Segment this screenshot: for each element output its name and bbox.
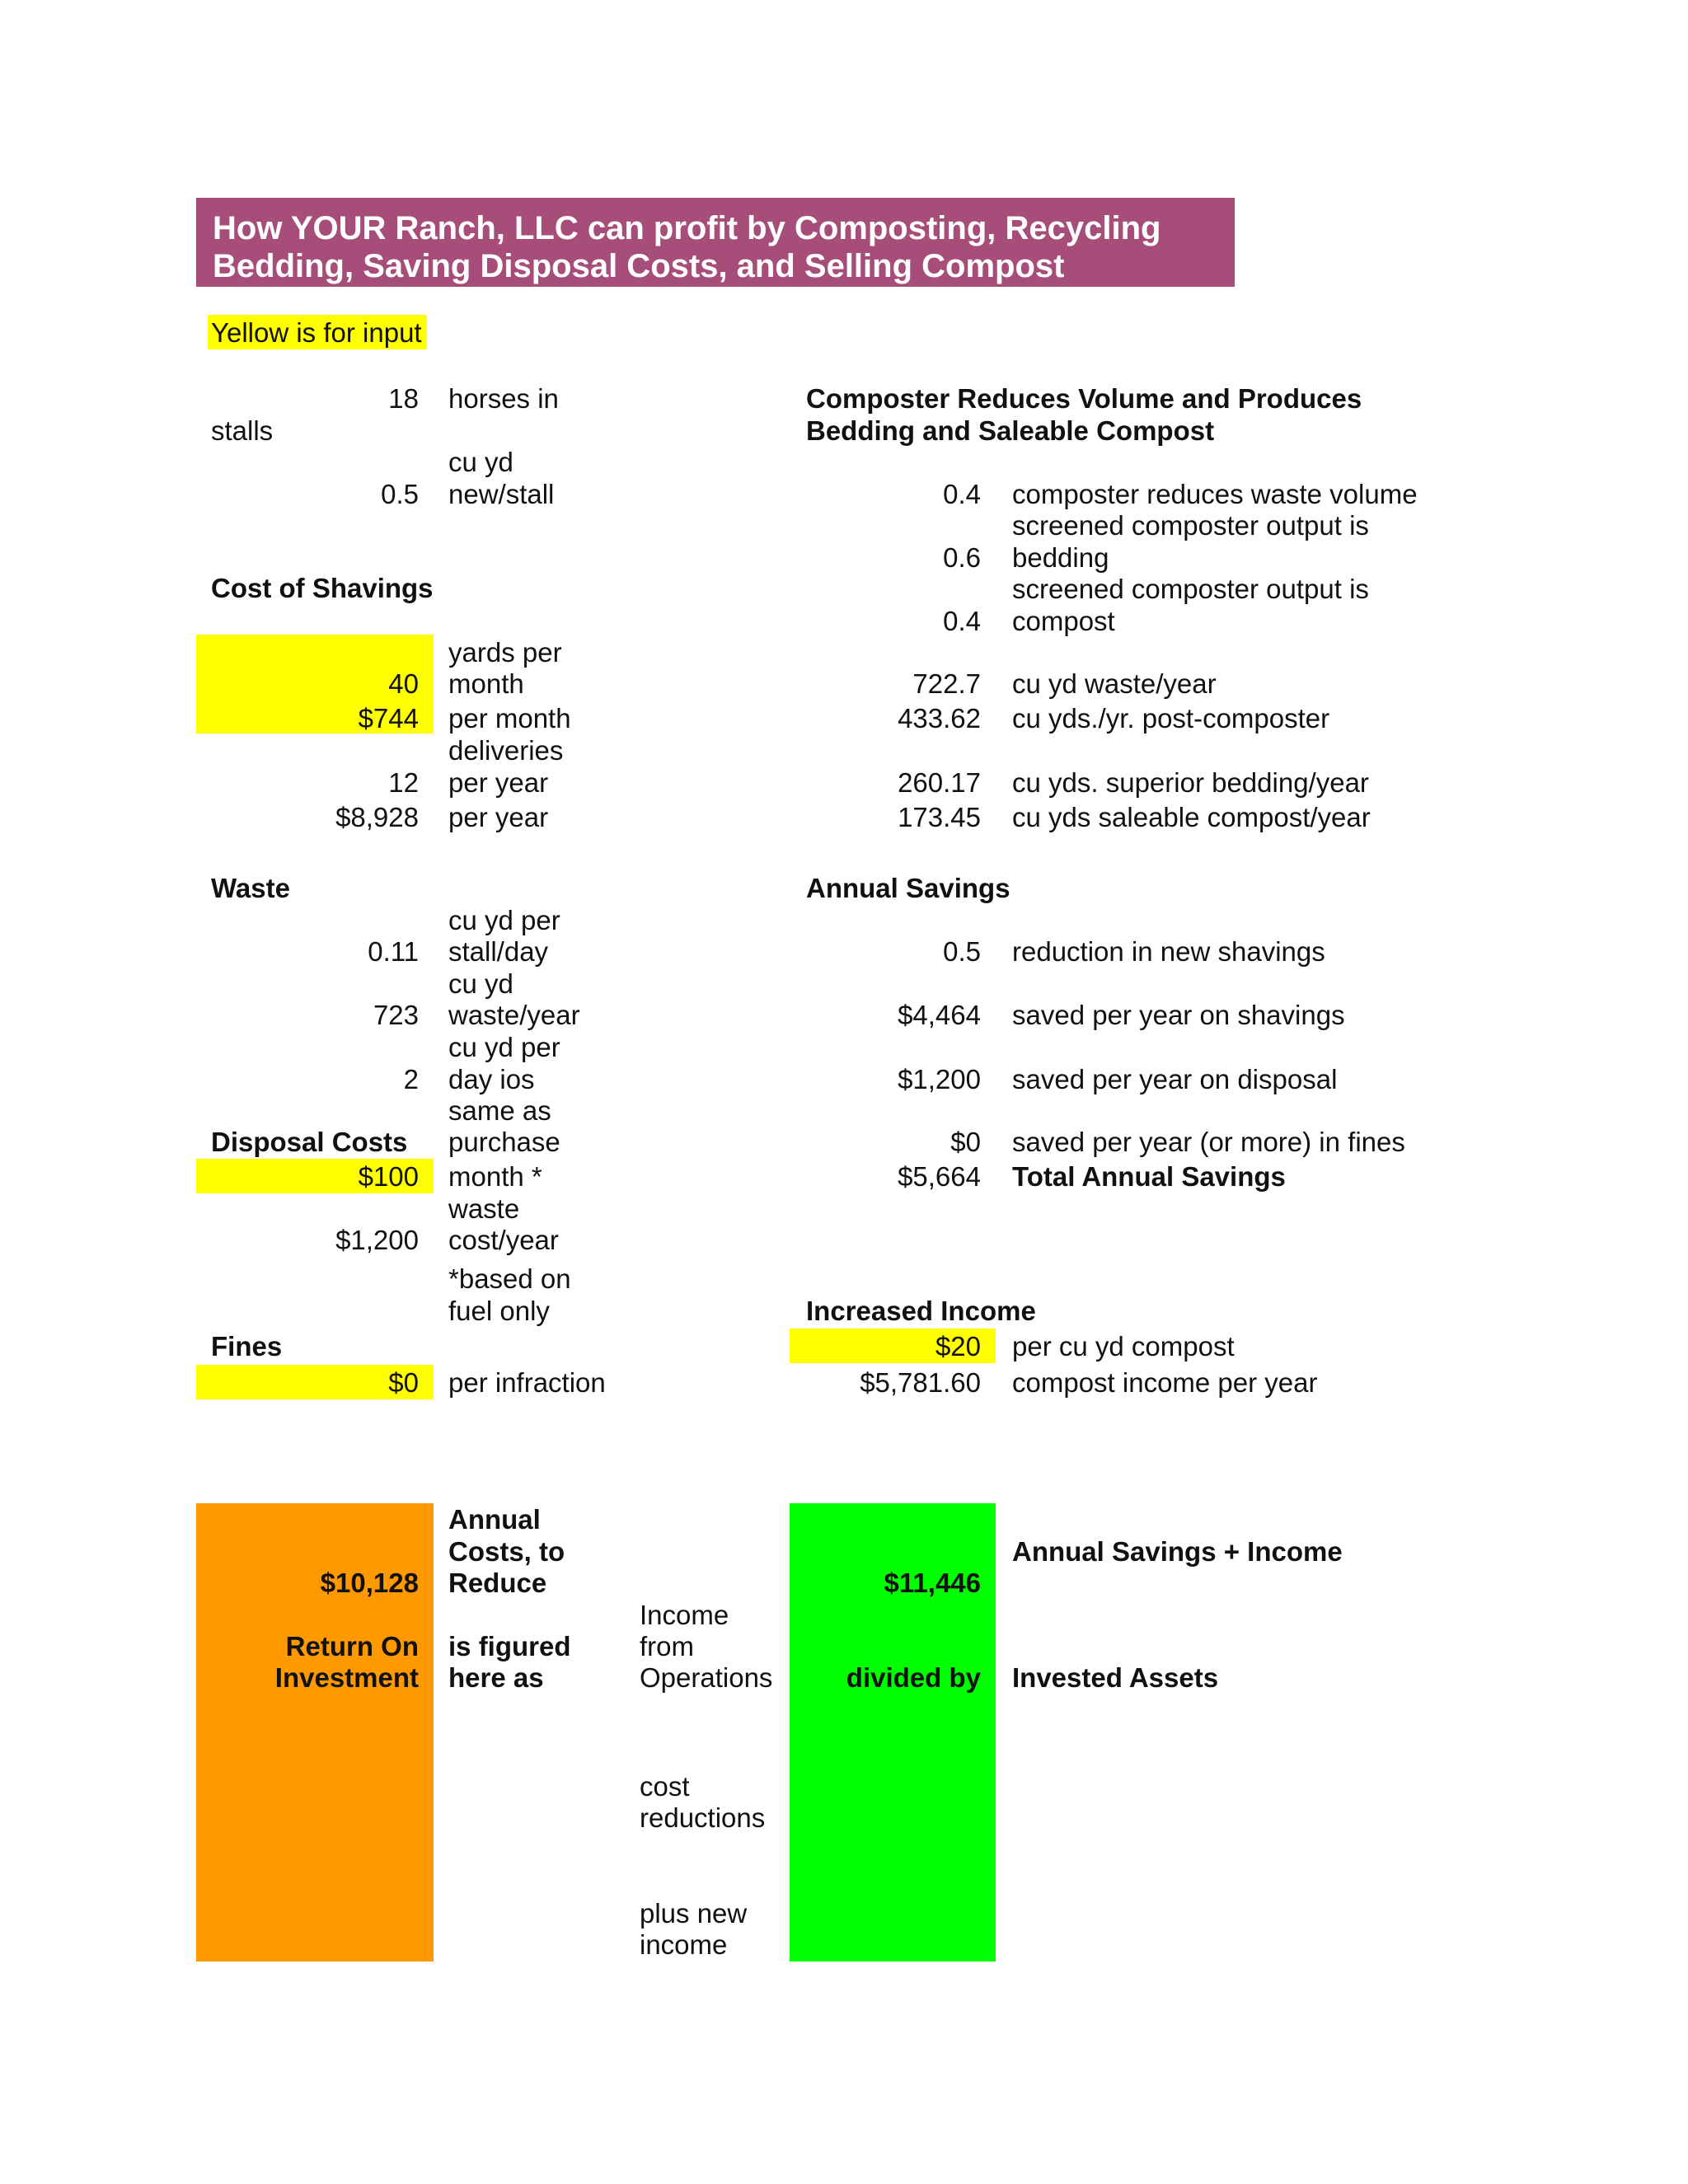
horses-value: 18 (388, 383, 419, 414)
fuel-note-1: *based on (448, 1263, 571, 1294)
compost-value: 0.4 (943, 606, 981, 636)
disposal-note-1: same as (448, 1095, 551, 1126)
saleable-value: 173.45 (898, 802, 981, 832)
composter-heading-1: Composter Reduces Volume and Produces (806, 383, 1362, 414)
waste-year-label-2: waste/year (448, 1000, 580, 1030)
new-stall-label-1: cu yd (448, 447, 513, 477)
reduction-value: 0.5 (943, 936, 981, 967)
divided-by-label: divided by (846, 1662, 981, 1693)
compost-income-label: compost income per year (1012, 1367, 1318, 1398)
waste-year-value: 723 (373, 1000, 419, 1030)
total-savings-label: Total Annual Savings (1012, 1161, 1286, 1192)
shavings-year-label: per year (448, 802, 549, 832)
deliveries-value: 12 (388, 767, 419, 798)
waste-day-label-2: stall/day (448, 936, 549, 967)
page-title: How YOUR Ranch, LLC can profit by Composting, Recycling Bedding, Saving Disposal Costs, and Selling Compost (213, 210, 1161, 284)
legend-text: Yellow is for input (211, 317, 422, 348)
waste-day-label-1: cu yd per (448, 905, 560, 935)
reduce-label: composter reduces waste volume (1012, 479, 1418, 509)
yards-label-1: yards per (448, 637, 562, 668)
compost-income-value: $5,781.60 (860, 1367, 981, 1398)
fines-value[interactable]: $0 (388, 1367, 419, 1398)
bedding-value: 0.6 (943, 542, 981, 573)
deliveries-label-1: deliveries (448, 735, 564, 766)
saved-fines-label: saved per year (or more) in fines (1012, 1127, 1405, 1157)
waste-day-value: 0.11 (368, 936, 419, 967)
compost-label-1: screened composter output is (1012, 574, 1369, 604)
waste-heading: Waste (211, 873, 290, 903)
ios-label-1: cu yd per (448, 1032, 560, 1062)
deliveries-label-2: per year (448, 767, 549, 798)
stalls-label: stalls (211, 415, 274, 446)
per-month-value[interactable]: $744 (358, 703, 419, 733)
ops-label-2: from (640, 1631, 694, 1661)
plus-new-income-2: income (640, 1929, 728, 1960)
fuel-note-2: fuel only (448, 1296, 550, 1326)
costs-label-1: Annual (448, 1504, 541, 1535)
invested-assets-label: Invested Assets (1012, 1662, 1219, 1693)
saved-fines-value: $0 (950, 1127, 981, 1157)
costs-label-2: Costs, to (448, 1536, 565, 1567)
yards-label-2: month (448, 668, 524, 699)
roi-income-value: $11,446 (884, 1568, 981, 1598)
superior-value: 260.17 (898, 767, 981, 798)
post-label: cu yds./yr. post-composter (1012, 703, 1330, 733)
ops-label-3: Operations (640, 1662, 773, 1693)
fines-label: per infraction (448, 1367, 606, 1398)
ops-label-1: Income (640, 1600, 729, 1630)
shavings-heading: Cost of Shavings (211, 573, 434, 603)
yards-value[interactable]: 40 (388, 668, 419, 699)
fines-heading: Fines (211, 1331, 283, 1361)
ios-value: 2 (403, 1064, 419, 1094)
horses-label: horses in (448, 383, 559, 414)
post-value: 433.62 (898, 703, 981, 733)
shavings-year-value: $8,928 (335, 802, 419, 832)
roi-label-1: Return On (285, 1631, 419, 1661)
savings-heading: Annual Savings (806, 873, 1010, 903)
figured-label-1: is figured (448, 1631, 571, 1661)
compost-label-2: compost (1012, 606, 1115, 636)
waste-year-right-label: cu yd waste/year (1012, 668, 1217, 699)
roi-label-2: Investment (274, 1662, 419, 1693)
saved-disposal-label: saved per year on disposal (1012, 1064, 1338, 1094)
saleable-label: cu yds saleable compost/year (1012, 802, 1371, 832)
disposal-year-label-2: cost/year (448, 1225, 559, 1255)
income-heading: Increased Income (806, 1296, 1036, 1326)
plus-new-income-1: plus new (640, 1898, 748, 1929)
cost-reductions-1: cost (640, 1771, 690, 1802)
per-month-label: per month (448, 703, 571, 733)
price-label: per cu yd compost (1012, 1331, 1235, 1361)
total-savings-value: $5,664 (898, 1161, 981, 1192)
bedding-label-1: screened composter output is (1012, 510, 1369, 541)
costs-value: $10,128 (320, 1568, 419, 1598)
new-stall-label-2: new/stall (448, 479, 555, 509)
disposal-heading: Disposal Costs (211, 1127, 408, 1157)
costs-label-3: Reduce (448, 1568, 547, 1598)
disposal-year-label-1: waste (448, 1193, 520, 1224)
reduction-label: reduction in new shavings (1012, 936, 1325, 967)
reduce-value: 0.4 (943, 479, 981, 509)
figured-label-2: here as (448, 1662, 544, 1693)
disposal-month-value[interactable]: $100 (358, 1161, 419, 1192)
new-stall-value: 0.5 (381, 479, 419, 509)
price-value[interactable]: $20 (935, 1331, 981, 1361)
waste-year-right-value: 722.7 (912, 668, 981, 699)
superior-label: cu yds. superior bedding/year (1012, 767, 1369, 798)
saved-shavings-value: $4,464 (898, 1000, 981, 1030)
cost-reductions-2: reductions (640, 1802, 766, 1833)
waste-year-label-1: cu yd (448, 968, 513, 999)
bedding-label-2: bedding (1012, 542, 1109, 573)
disposal-note-2: purchase (448, 1127, 560, 1157)
composter-heading-2: Bedding and Saleable Compost (806, 415, 1215, 446)
saved-disposal-value: $1,200 (898, 1064, 981, 1094)
disposal-month-label: month * (448, 1161, 542, 1192)
disposal-year-value: $1,200 (335, 1225, 419, 1255)
saved-shavings-label: saved per year on shavings (1012, 1000, 1345, 1030)
roi-income-label: Annual Savings + Income (1012, 1536, 1343, 1567)
ios-label-2: day ios (448, 1064, 535, 1094)
